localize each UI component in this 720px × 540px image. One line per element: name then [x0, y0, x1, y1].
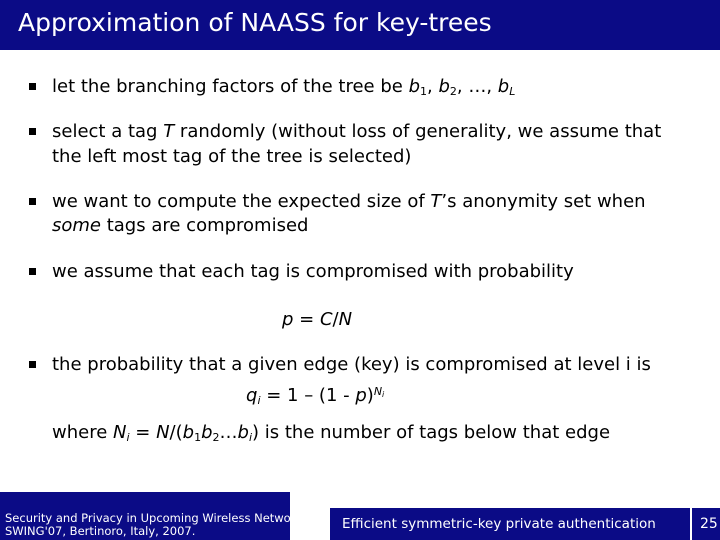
bullet-1-text: let the branching factors of the tree be $b_1$, $b_2$, …, $b_L$ — [52, 76, 516, 98]
bullet-marker — [29, 361, 36, 368]
footer-middle-panel — [330, 508, 690, 540]
page-number: 25 — [700, 516, 718, 532]
bullet-4-text: we assume that each tag is compromised with probability — [52, 261, 574, 282]
bullet-3-line-1: we want to compute the expected size of T’s anonymity set when — [52, 191, 646, 212]
bullet-marker — [29, 83, 36, 90]
title-bar — [0, 0, 720, 50]
bullet-marker — [29, 198, 36, 205]
bullet-3-line-2: some tags are compromised — [52, 215, 309, 236]
footer-left-panel — [0, 492, 309, 540]
bullet-5-text: the probability that a given edge (key) is compromised at level i is — [52, 354, 651, 375]
bullet-2-line-2: the left most tag of the tree is selected) — [52, 146, 412, 167]
formula-q: $q_i = 1 - (1 - p)^{N_i}$ — [246, 385, 385, 407]
bullet-2-line-1: select a tag T randomly (without loss of generality, we assume that — [52, 121, 662, 142]
footer-line-1: Security and Privacy in Upcoming Wireless Networks — [5, 511, 309, 525]
where-clause: where $N_i$ = $N/(b_1b_2\dots b_i)$ is the number of tags below that edge — [52, 422, 611, 444]
footer-presentation-title: Efficient symmetric-key private authentication — [342, 516, 656, 532]
bullet-marker — [29, 268, 36, 275]
formula-p: p = C/N — [282, 309, 353, 330]
slide-title: Approximation of NAASS for key-trees — [18, 8, 492, 37]
bullet-marker — [29, 128, 36, 135]
footer-line-2: SWING'07, Bertinoro, Italy, 2007. — [5, 524, 196, 538]
footer-conference — [5, 512, 308, 538]
